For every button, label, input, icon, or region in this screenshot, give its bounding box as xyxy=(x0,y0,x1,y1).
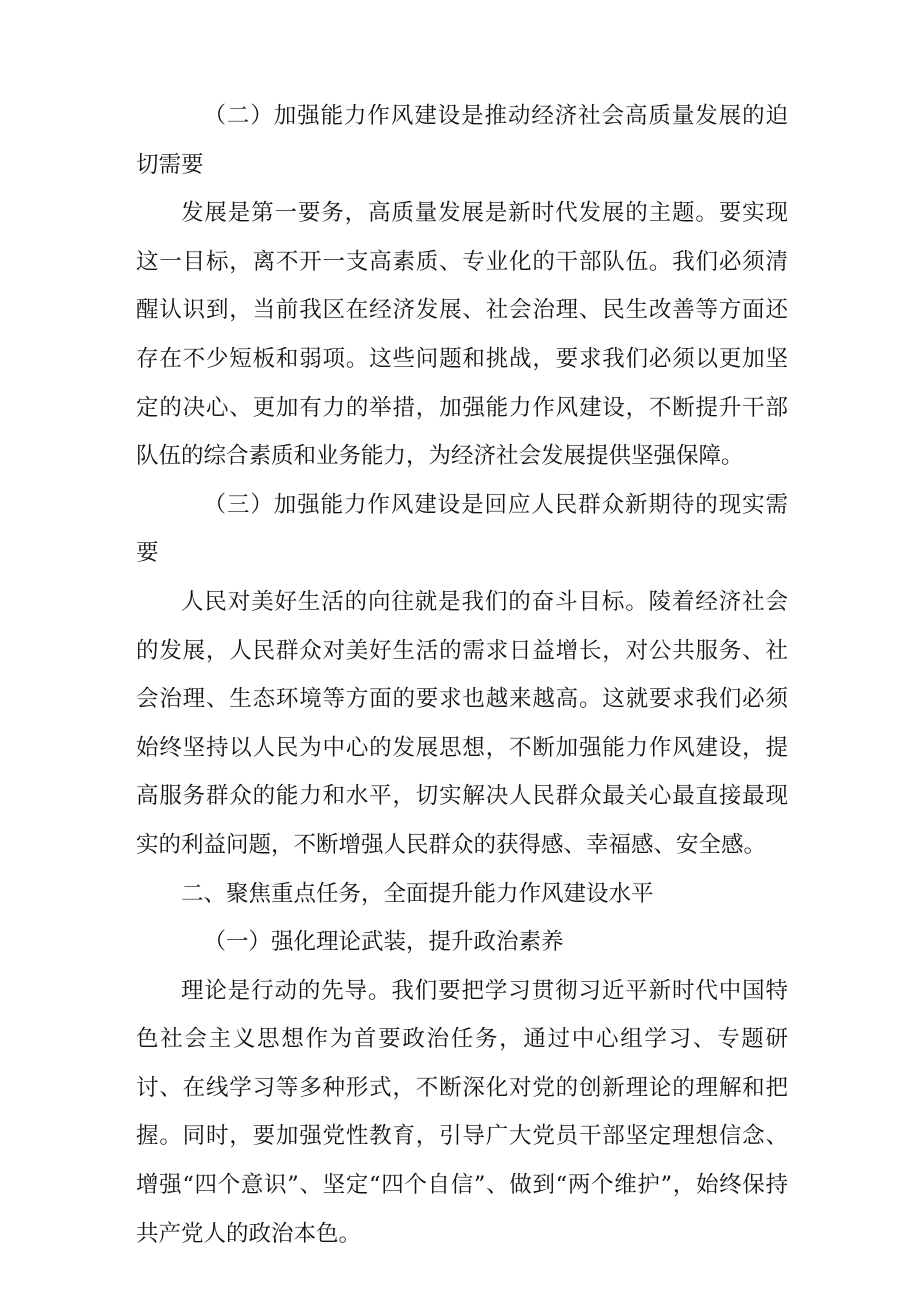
section-heading-2: 二、聚焦重点任务，全面提升能力作风建设水平 xyxy=(181,880,654,907)
body-paragraph-1: 发展是第一要务，高质量发展是新时代发展的主题。要实现这一目标，离不开一支高素质、专业化的干部队伍。我们必须清醒认识到，当前我区在经济发展、社会治理、民生改善等方面还存在不少短板和弱项。这些问题和挑战，要求我们必须以更加坚定的决心、更加有力的举措，加强能力作风建设，不断提升干部队伍的综合素质和业务能力，为经济社会发展提供坚强保障。 xyxy=(136,200,788,470)
body-paragraph-2: 人民对美好生活的向往就是我们的奋斗目标。陵着经济社会的发展，人民群众对美好生活的需求日益增长，对公共服务、社会治理、生态环境等方面的要求也越来越高。这就要求我们必须始终坚持以人民为中心的发展思想，不断加强能力作风建设，提高服务群众的能力和水平，切实解决人民群众最关心最直接最现实的利益问题，不断增强人民群众的获得感、幸福感、安全感。 xyxy=(136,588,788,858)
document-body xyxy=(136,92,788,1258)
subheading-2: （二）加强能力作风建设是推动经济社会高质量发展的迫切需要 xyxy=(136,103,788,178)
subheading-1: （一）强化理论武装，提升政治素养 xyxy=(203,929,564,956)
body-paragraph-3: 理论是行动的先导。我们要把学习贯彻习近平新时代中国特色社会主义思想作为首要政治任务，通过中心组学习、专题研讨、在线学习等多种形式，不断深化对党的创新理论的理解和把握。同时，要加强党性教育，引导广大党员干部坚定理想信念、增强“四个意识”、坚定“四个自信”、做到“两个维护”，始终保持共产党人的政治本色。 xyxy=(136,977,788,1247)
subheading-3: （三）加强能力作风建设是回应人民群众新期待的现实需要 xyxy=(136,491,788,567)
